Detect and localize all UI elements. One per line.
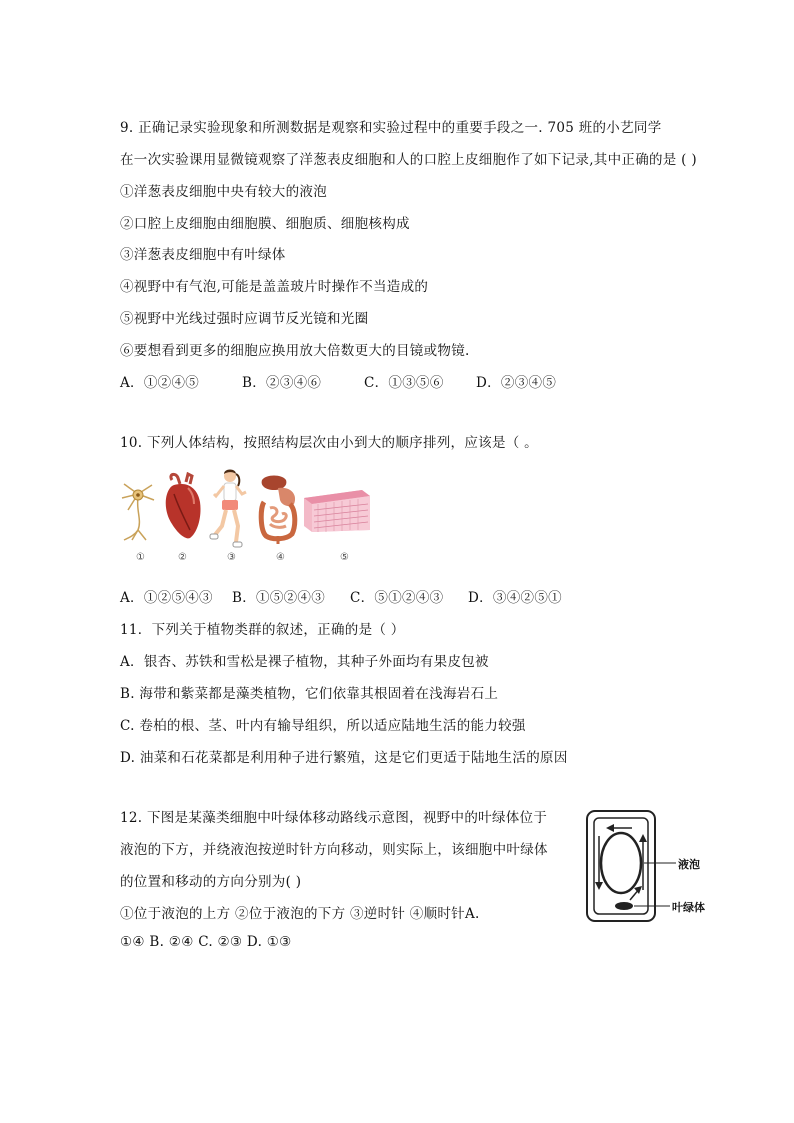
q9-option-a: A．①②④⑤ [120,375,200,391]
q9-option-c: C．①③⑤⑥ [364,375,444,391]
q11-option-d: D. 油菜和石花菜都是利用种子进行繁殖，这是它们更适于陆地生活的原因 [120,750,568,766]
q11-option-b: B. 海带和紫菜都是藻类植物，它们依靠其根固着在浅海岩石上 [120,686,499,702]
q9-option-d: D．②③④⑤ [476,375,557,391]
q9-item-3: ③洋葱表皮细胞中有叶绿体 [120,247,286,263]
q11-option-a: A．银杏、苏铁和雪松是裸子植物，其种子外面均有果皮包被 [120,654,489,670]
q10-option-d: D．③④②⑤① [468,590,562,606]
tissue-image [304,490,370,532]
figure-label-2: ② [178,552,187,563]
q9-item-1: ①洋葱表皮细胞中央有较大的液泡 [120,184,327,200]
q11-option-c: C. 卷柏的根、茎、叶内有输导组织，所以适应陆地生活的能力较强 [120,718,526,734]
q9-item-5: ⑤视野中光线过强时应调节反光镜和光圈 [120,311,369,327]
q9-option-b: B．②③④⑥ [242,375,322,391]
q12-stem-line2: 液泡的下方，并绕液泡按逆时针方向移动，则实际上，该细胞中叶绿体 [120,842,548,858]
digestive-system-image [256,472,300,544]
q12-options: ①④ B. ②④ C. ②③ D. ①③ [120,934,292,950]
q9-stem-line2: 在一次实验课用显微镜观察了洋葱表皮细胞和人的口腔上皮细胞作了如下记录,其中正确的是 ( ) [120,152,697,168]
q10-option-a: A．①②⑤④③ [120,590,213,606]
q12-items: ①位于液泡的上方 ②位于液泡的下方 ③逆时针 ④顺时针A. [120,906,480,922]
heart-image [162,472,204,542]
q12-cell-diagram [584,808,724,928]
figure-label-5: ⑤ [340,552,349,563]
neuron-image [118,480,158,542]
runner-image [206,466,252,552]
figure-label-3: ③ [227,552,236,563]
q10-figure [118,466,378,570]
q9-stem-line1: 9. 正确记录实验现象和所测数据是观察和实验过程中的重要手段之一. 705 班的小艺同学 [120,120,662,136]
q10-option-c: C．⑤①②④③ [350,590,444,606]
q10-options [120,586,562,606]
q10-option-b: B．①⑤②④③ [232,590,326,606]
chloroplast-label: 叶绿体 [672,901,705,914]
q9-options [120,371,556,391]
figure-label-1: ① [136,552,145,563]
q12-stem-line3: 的位置和移动的方向分别为( ) [120,874,302,890]
vacuole-label: 液泡 [678,858,700,871]
figure-label-4: ④ [276,552,285,563]
q9-item-2: ②口腔上皮细胞由细胞膜、细胞质、细胞核构成 [120,216,410,232]
q9-item-4: ④视野中有气泡,可能是盖盖玻片时操作不当造成的 [120,279,429,295]
q9-item-6: ⑥要想看到更多的细胞应换用放大倍数更大的目镜或物镜. [120,343,470,359]
q11-stem: 11．下列关于植物类群的叙述，正确的是（ ） [120,622,405,638]
q10-stem: 10. 下列人体结构，按照结构层次由小到大的顺序排列，应该是（ 。 [120,435,538,451]
q12-stem-line1: 12. 下图是某藻类细胞中叶绿体移动路线示意图，视野中的叶绿体位于 [120,810,548,826]
